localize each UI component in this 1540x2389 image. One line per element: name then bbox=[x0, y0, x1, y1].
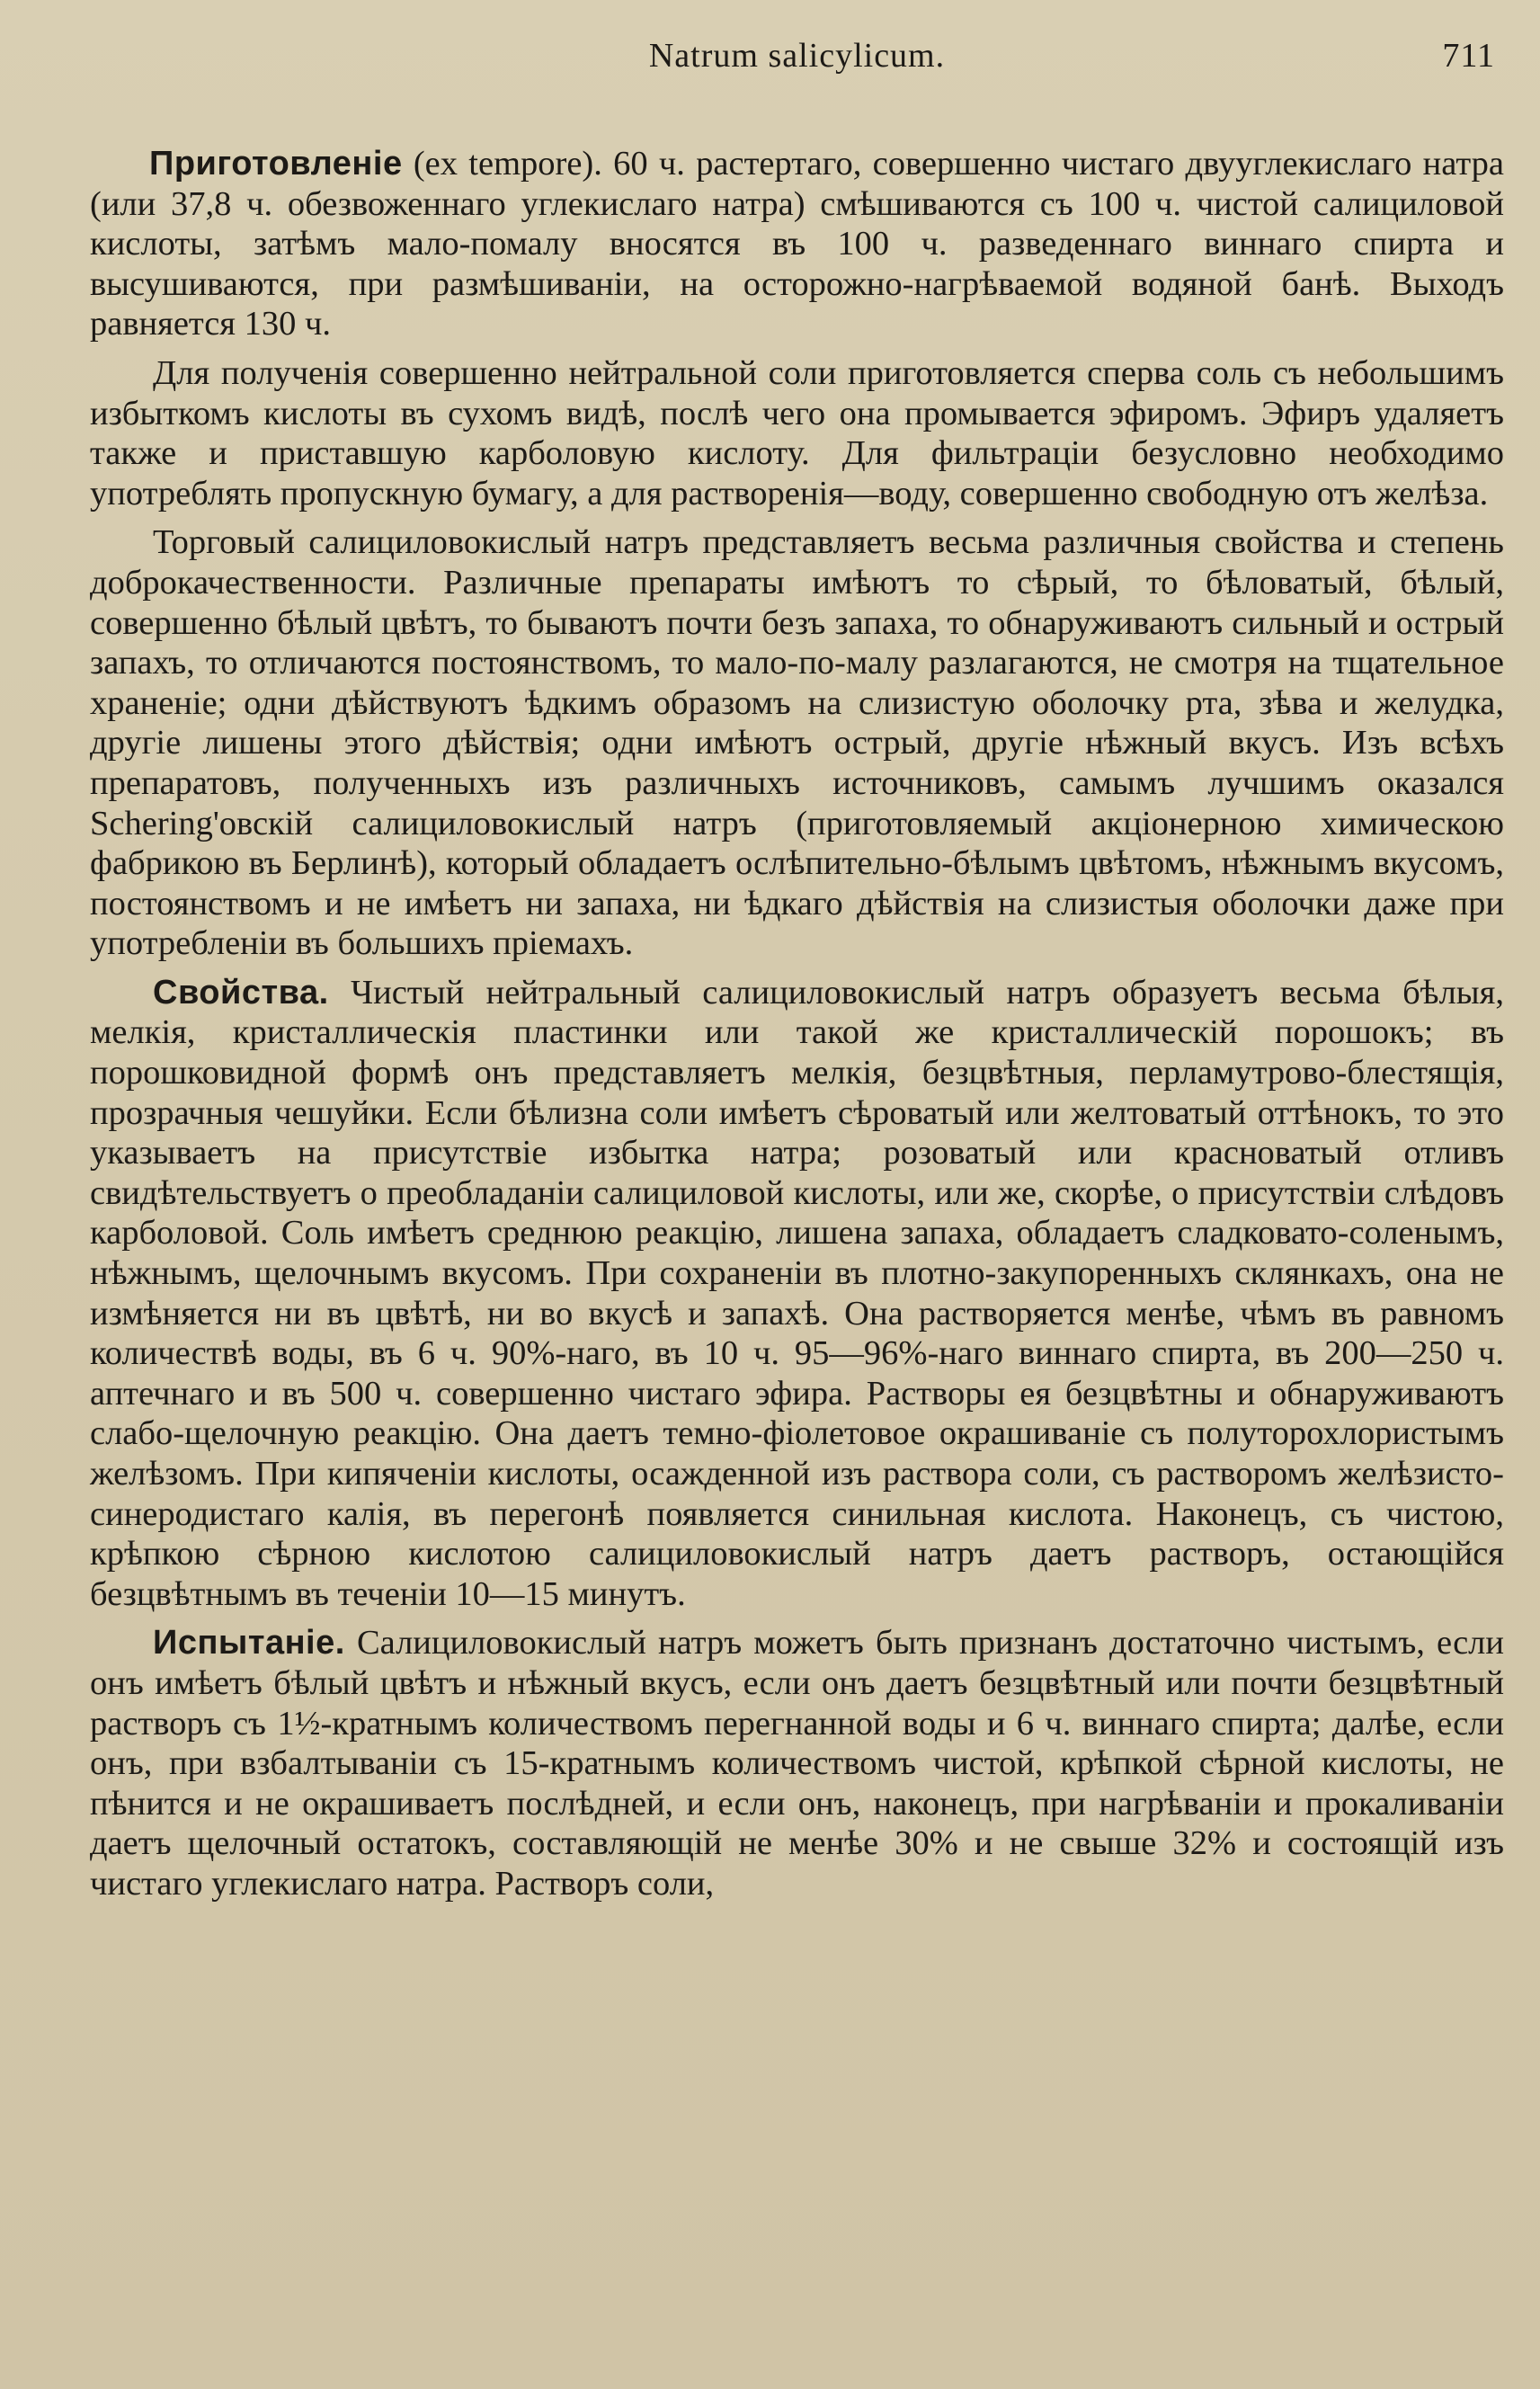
section-heading-properties: Свойства. bbox=[153, 973, 329, 1012]
paragraph-preparation bbox=[90, 144, 1504, 344]
paragraph-neutral-salt bbox=[90, 353, 1504, 513]
paragraph-text: (ex tempore). 60 ч. растертаго, совершенно чистаго двууглекислаго натра (или 37,8 ч. обезвоженнаго углекислаго натра) смѣшиваются съ 100 ч. чистой салициловой кислоты, затѣмъ мало-помалу вносятся въ 100 ч. разведеннаго виннаго спирта и высушиваются, при размѣшиваніи, на осторожно-нагрѣваемой водяной банѣ. Выходъ равняется 130 ч. bbox=[90, 145, 1504, 343]
body-text bbox=[90, 144, 1504, 1904]
section-heading-testing: Испытаніе. bbox=[153, 1624, 345, 1662]
paragraph-text: Торговый салициловокислый натръ представляетъ весьма различныя свойства и степень доброкачественности. Различные препараты имѣютъ то сѣрый, то бѣловатый, бѣлый, совершенно бѣлый цвѣтъ, то бываютъ почти безъ запаха, то обнаруживаютъ сильный и острый запахъ, то отличаются постоянствомъ, то мало-по-малу разлагаются, не смотря на тщательное храненіе; одни дѣйствуютъ ѣдкимъ образомъ на слизистую оболочку рта, зѣва и желудка, другіе лишены этого дѣйствія; одни имѣютъ острый, другіе нѣжный вкусъ. Изъ всѣхъ препаратовъ, полученныхъ изъ различныхъ источниковъ, самымъ лучшимъ оказался Schering'овскій салициловокислый натръ (приготовляемый акціонерною химическою фабрикою въ Берлинѣ), который обладаетъ ослѣпительно-бѣлымъ цвѣтомъ, нѣжнымъ вкусомъ, постоянствомъ и не имѣетъ ни запаха, ни ѣдкаго дѣйствія на слизистыя оболочки даже при употребленіи въ большихъ пріемахъ. bbox=[90, 523, 1504, 963]
page-header bbox=[90, 27, 1504, 90]
paragraph-text: Салициловокислый натръ можетъ быть признанъ достаточно чистымъ, если онъ имѣетъ бѣлый цвѣтъ и нѣжный вкусъ, если онъ даетъ безцвѣтный или почти безцвѣтный растворъ съ 1½-кратнымъ количествомъ перегнанной воды и 6 ч. виннаго спирта; далѣе, если онъ, при взбалтываніи съ 15-кратнымъ количествомъ чистой, крѣпкой сѣрной кислоты, не пѣнится и не окрашиваетъ послѣдней, и если онъ, наконецъ, при нагрѣваніи и прокаливаніи даетъ щелочный остатокъ, составляющій не менѣе 30% и не свыше 32% и состоящій изъ чистаго углекислаго натра. Растворъ соли, bbox=[90, 1624, 1504, 1903]
section-heading-preparation: Приготовленіе bbox=[149, 145, 403, 183]
paragraph-text: Для полученія совершенно нейтральной соли приготовляется сперва соль съ небольшимъ избыткомъ кислоты въ сухомъ видѣ, послѣ чего она промывается эфиромъ. Эфиръ удаляетъ также и приставшую карболовую кислоту. Для фильтраціи безусловно необходимо употреблять пропускную бумагу, а для растворенія—воду, совершенно свободную отъ желѣза. bbox=[90, 353, 1504, 513]
running-title: Natrum salicylicum. bbox=[648, 37, 946, 75]
paragraph-testing bbox=[90, 1623, 1504, 1903]
paragraph-properties bbox=[90, 973, 1504, 1615]
page-number: 711 bbox=[1442, 37, 1495, 75]
paragraph-text: Чистый нейтральный салициловокислый натръ образуетъ весьма бѣлыя, мелкія, кристаллическія пластинки или такой же кристаллическій порошокъ; въ порошковидной формѣ онъ представляетъ мелкія, безцвѣтныя, перламутрово-блестящія, прозрачныя чешуйки. Если бѣлизна соли имѣетъ сѣроватый или желтоватый оттѣнокъ, то это указываетъ на присутствіе избытка натра; розоватый или красноватый отливъ свидѣтельствуетъ о преобладаніи салициловой кислоты, или же, скорѣе, о присутствіи слѣдовъ карболовой. Соль имѣетъ среднюю реакцію, лишена запаха, обладаетъ сладковато-соленымъ, нѣжнымъ, щелочнымъ вкусомъ. При сохраненіи въ плотно-закупоренныхъ склянкахъ, она не измѣняется ни въ цвѣтѣ, ни во вкусѣ и запахѣ. Она растворяется менѣе, чѣмъ въ равномъ количествѣ воды, въ 6 ч. 90%-наго, въ 10 ч. 95—96%-наго виннаго спирта, въ 200—250 ч. аптечнаго и въ 500 ч. совершенно чистаго эфира. Растворы ея безцвѣтны и обнаруживаютъ слабо-щелочную реакцію. Она даетъ темно-фіолетовое окрашиваніе съ полуторохлористымъ желѣзомъ. При кипяченіи кислоты, осажденной изъ раствора соли, съ растворомъ желѣзисто-синеродистаго калія, въ перегонѣ появляется синильная кислота. Наконецъ, съ чистою, крѣпкою сѣрною кислотою салициловокислый натръ даетъ растворъ, остающійся безцвѣтнымъ въ теченіи 10—15 минутъ. bbox=[90, 973, 1504, 1613]
paragraph-commercial bbox=[90, 522, 1504, 964]
